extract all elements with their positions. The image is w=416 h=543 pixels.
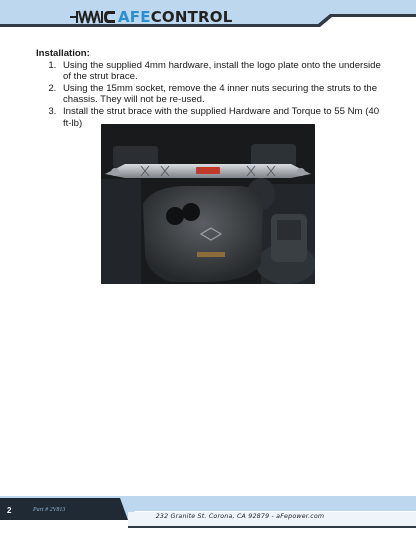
engine-bay-illustration	[101, 124, 315, 284]
shock-absorber-icon	[70, 8, 116, 26]
installation-steps	[36, 60, 386, 130]
engine-bay-photo	[101, 124, 315, 284]
footer-address: 232 Granite St. Corona, CA 92879 - aFepower.com	[155, 513, 325, 520]
brand-wordmark	[118, 8, 233, 26]
brand-control: CONTROL	[150, 8, 233, 26]
step-3: 3. Install the strut brace with the supplied Hardware and Torque to 55 Nm (40 ft-lb)	[59, 106, 386, 129]
part-number: Part # 2V813	[33, 507, 66, 513]
installation-title: Installation:	[36, 48, 90, 59]
step-2: 2. Using the 15mm socket, remove the 4 inner nuts securing the struts to the chassis. They will not be re-used.	[59, 83, 386, 106]
afe-control-logo	[70, 8, 233, 26]
page-number: 2	[7, 506, 12, 515]
step-1: 1. Using the supplied 4mm hardware, install the logo plate onto the underside of the strut brace.	[59, 60, 386, 83]
installation-section	[36, 48, 386, 129]
brand-afe: AFE	[118, 8, 151, 26]
